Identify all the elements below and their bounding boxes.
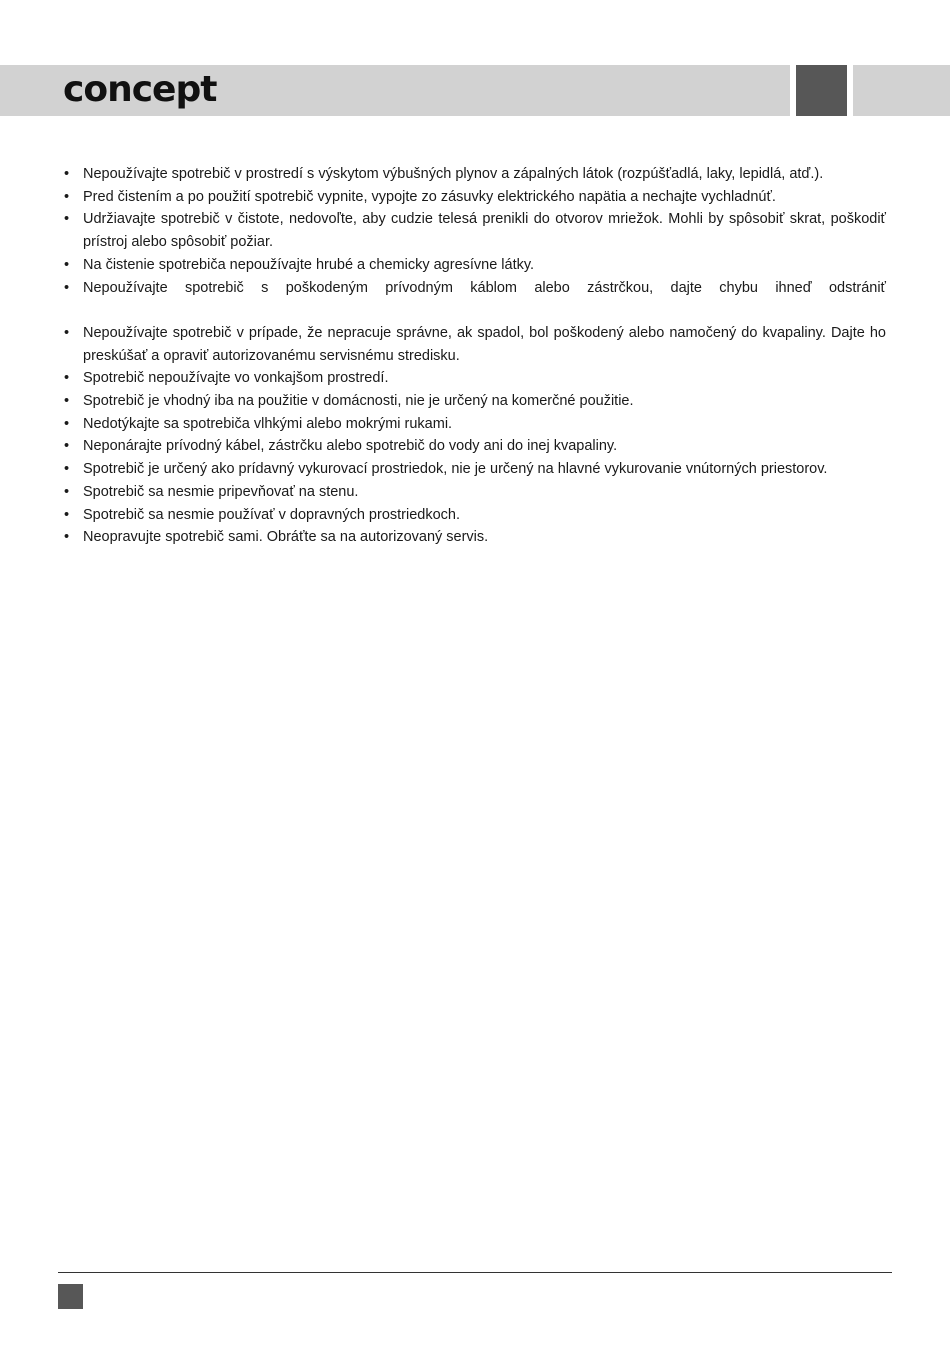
list-item [60,208,886,253]
bullet-icon: • [64,279,70,296]
list-item-text: Neponárajte prívodný kábel, zástrčku alebo spotrebič do vody ani do inej kvapaliny. [83,438,618,455]
list-item [60,504,886,527]
list-item-text: Udržiavajte spotrebič v čistote, nedovoľte, aby cudzie telesá prenikli do otvorov mriežok. Mohli by spôsobiť skrat, poškodiť prístroj alebo spôsobiť požiar. [83,211,886,251]
list-item-text: Spotrebič je určený ako prídavný vykurovací prostriedok, nie je určený na hlavné vykurovanie vnútorných priestorov. [83,461,828,478]
list-item-text: Spotrebič nepoužívajte vo vonkajšom prostredí. [83,370,389,387]
document-body [60,163,886,549]
bullet-icon: • [64,506,70,523]
list-item-text: Neopravujte spotrebič sami. Obráťte sa na autorizovaný servis. [83,529,489,546]
list-item [60,254,886,277]
bullet-icon: • [64,211,70,228]
list-item-text: Spotrebič sa nesmie pripevňovať na stenu. [83,483,359,500]
list-item [60,526,886,549]
bullet-icon: • [64,370,70,387]
brand-logo: concept [63,69,217,110]
list-item [60,458,886,481]
bullet-icon: • [64,529,70,546]
list-item [60,322,886,367]
list-item [60,277,886,300]
list-item [60,413,886,436]
list-item [60,390,886,413]
list-item-text: Spotrebič sa nesmie používať v dopravných prostriedkoch. [83,506,460,523]
list-item [60,186,886,209]
list-item [60,163,886,186]
bullet-icon: • [64,324,70,341]
safety-instructions-list [60,163,886,549]
bullet-icon: • [64,393,70,410]
list-item-text: Nepoužívajte spotrebič v prostredí s výskytom výbušných plynov a zápalných látok (rozpúšťadlá, laky, lepidlá, atď.). [83,166,824,182]
list-item [60,367,886,390]
bullet-icon: • [64,166,70,182]
bullet-icon: • [64,461,70,478]
list-item-text: Nedotýkajte sa spotrebiča vlhkými alebo mokrými rukami. [83,415,453,432]
list-item-text: Pred čistením a po použití spotrebič vypnite, vypojte zo zásuvky elektrického napätia a nechajte vychladnúť. [83,188,776,205]
list-item [60,435,886,458]
bullet-icon: • [64,438,70,455]
bullet-icon: • [64,483,70,500]
bullet-icon: • [64,415,70,432]
bullet-icon: • [64,256,70,273]
footer-divider [58,1272,892,1273]
bullet-icon: • [64,188,70,205]
header-accent-tab [796,65,847,116]
header-divider [847,65,853,116]
list-item [60,481,886,504]
page-number-marker [58,1284,83,1309]
list-item-text: Na čistenie spotrebiča nepoužívajte hrubé a chemicky agresívne látky. [83,256,535,273]
list-item-text: Nepoužívajte spotrebič v prípade, že nepracuje správne, ak spadol, bol poškodený alebo namočený do kvapaliny. Dajte ho preskúšať a opraviť autorizovanému servisnému stredisku. [83,324,886,364]
list-item-text: Nepoužívajte spotrebič s poškodeným prívodným káblom alebo zástrčkou, dajte chybu ihneď odstrániť [83,279,886,296]
list-item-text: Spotrebič je vhodný iba na použitie v domácnosti, nie je určený na komerčné použitie. [83,393,634,410]
